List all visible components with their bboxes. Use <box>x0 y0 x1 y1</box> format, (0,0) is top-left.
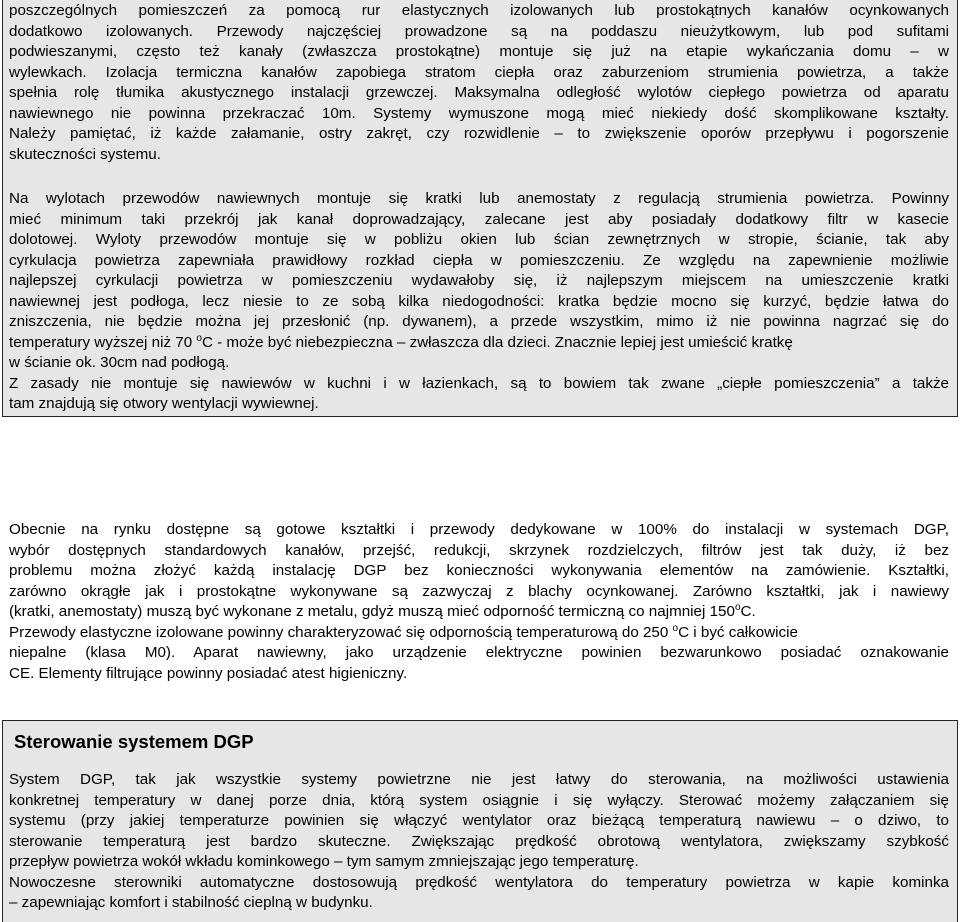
text-line: najlepszej cyrkulacji powietrza w pomieszczeniu wydawałoby się, iż najlepszym miejscem na umieszczenie kratki <box>9 272 949 289</box>
text-line: skuteczności systemu. <box>9 145 161 163</box>
text-line <box>9 623 949 644</box>
text-line: problemu można złożyć każdą instalację DGP bez konieczności wykonywania elementów na zamówienie. Kształtki, <box>9 562 949 579</box>
text-line <box>9 333 949 354</box>
text-line: wylewkach. Izolacja termiczna kanałów zapobiega stratom ciepła oraz zaburzeniom strumienia powietrza, a także <box>9 63 949 81</box>
degree-superscript: o <box>734 602 741 613</box>
text-line: System DGP, tak jak wszystkie systemy powietrzne nie jest łatwy do sterowania, na możliwości ustawienia <box>9 771 949 788</box>
text-line: tam znajdują się otwory wentylacji wywiewnej. <box>9 395 319 412</box>
text-line: sterowanie temperaturą jest bardzo skuteczne. Zwiększając prędkość obrotową wentylatora, zwiększamy szybkość <box>9 832 949 850</box>
text-fragment: (kratki, anemostaty) muszą być wykonane z metalu, gdyż muszą mieć odporność termiczną co najmniej 150 <box>9 603 735 620</box>
text-line: dolotowej. Wyloty przewodów montuje się w pobliżu okien lub ścian zewnętrznych w stropie, ścianie, tak aby <box>9 231 949 248</box>
text-line: Na wylotach przewodów nawiewnych montuje się kratki lub anemostaty z regulacją strumienia powietrza. Powinny <box>9 190 949 207</box>
text-line: zarówno okrągłe jak i prostokątne wykonywane są zazwyczaj z blachy ocynkowanej. Zarówno kształtki, jak i nawiewy <box>9 582 949 600</box>
degree-superscript: o <box>672 622 679 634</box>
paragraph-ducts-routing <box>9 1 949 165</box>
text-line: niepalne (klasa M0). Aparat nawiewny, jako urządzenie elektryczne powinien bezwarunkowo posiadać oznakowanie <box>9 644 949 661</box>
degree-superscript: o <box>196 332 202 344</box>
text-line: nawiewnej jest podłoga, lecz niesie to ze sobą kilka niedogodności: kratka będzie mocno się kurzyć, będzie łatwa do <box>9 292 949 310</box>
text-line: Obecnie na rynku dostępne są gotowe kształtki i przewody dedykowane w 100% do instalacji w systemach DGP, <box>9 521 949 538</box>
text-line: w ścianie ok. 30cm nad podłogą. <box>9 354 230 371</box>
text-line: konkretnej temperatury w danej porze dnia, którą system osiągnie i się wyłączy. Sterować możemy załączaniem się <box>9 791 949 809</box>
text-line: dodatkowo izolowanych. Przewody najczęściej prowadzone są na poddaszu nieużytkowym, lub pod sufitami <box>9 22 949 40</box>
text-line: Z zasady nie montuje się nawiewów w kuchni i w łazienkach, są to bowiem tak zwane „ciepłe pomieszczenia” a także <box>9 374 949 392</box>
text-fragment: temperatury wyższej niż 70 <box>9 333 197 351</box>
paragraph-control <box>9 770 949 914</box>
section-heading: Sterowanie systemem DGP <box>14 731 254 752</box>
text-line: mieć minimum taki przekrój jak kanał doprowadzający, zalecane jest aby posiadały dodatkowy filtr w kasecie <box>9 210 949 228</box>
text-line: systemu (przy jakiej temperaturze powinien się włączyć wentylator oraz bieżącą temperaturą nawiewu – o dziwo, to <box>9 812 949 829</box>
text-line: Należy pamiętać, iż każde załamanie, ostry zakręt, czy rozwidlenie – to zwiększenie oporów przepływu i pogorszenie <box>9 125 949 142</box>
text-line <box>9 602 949 623</box>
text-line: Nowoczesne sterowniki automatyczne dostosowują prędkość wentylatora do temperatury powietrza w kapie kominka <box>9 873 949 891</box>
text-line: zniszczenia, nie będzie można jej przesłonić (np. dywanem), a przede wszystkim, mimo iż nie powinna nagrzać się do <box>9 313 949 330</box>
text-line: przepływ powietrza wokół wkładu kominkowego – tym samym zmniejszając jego temperaturę. <box>9 853 639 870</box>
text-line: nawiewnego nie powinna przekraczać 10m. Systemy wymuszone mogą mieć niekiedy dość skomplikowane kształty. <box>9 104 949 122</box>
text-fragment: C i być całkowicie <box>678 623 798 641</box>
paragraph-fittings <box>9 520 949 684</box>
text-fragment: C - może być niebezpieczna – zwłaszcza dla dzieci. Znacznie lepiej jest umieścić kratkę <box>201 333 793 351</box>
text-line: – zapewniając komfort i stabilność cieplną w budynku. <box>9 894 373 911</box>
text-fragment: Przewody elastyczne izolowane powinny charakteryzować się odpornością temperaturową do 250 <box>9 623 673 641</box>
text-line: CE. Elementy filtrujące powinny posiadać atest higieniczny. <box>9 664 408 682</box>
text-line: podwieszanymi, często też kanały (zwłaszcza prostokątne) montuje się już na etapie wykańczania domu – w <box>9 43 949 60</box>
text-fragment: C. <box>740 603 756 620</box>
text-line: poszczególnych pomieszczeń za pomocą rur elastycznych izolowanych lub prostokątnych kanałów ocynkowanych <box>9 2 949 19</box>
text-line: spełnia rolę tłumika akustycznego instalacji grzewczej. Maksymalna odległość wylotów ciepłego powietrza od aparatu <box>9 84 949 101</box>
text-line: cyrkulacja powietrza zapewniała prawidłowy rozkład ciepła w pomieszczeniu. Ze względu na zapewnienie możliwie <box>9 251 949 269</box>
paragraph-vents <box>9 189 949 415</box>
text-line: wybór dostępnych standardowych kanałów, przejść, redukcji, skrzynek rozdzielczych, filtrów jest tak duży, iż bez <box>9 541 949 559</box>
